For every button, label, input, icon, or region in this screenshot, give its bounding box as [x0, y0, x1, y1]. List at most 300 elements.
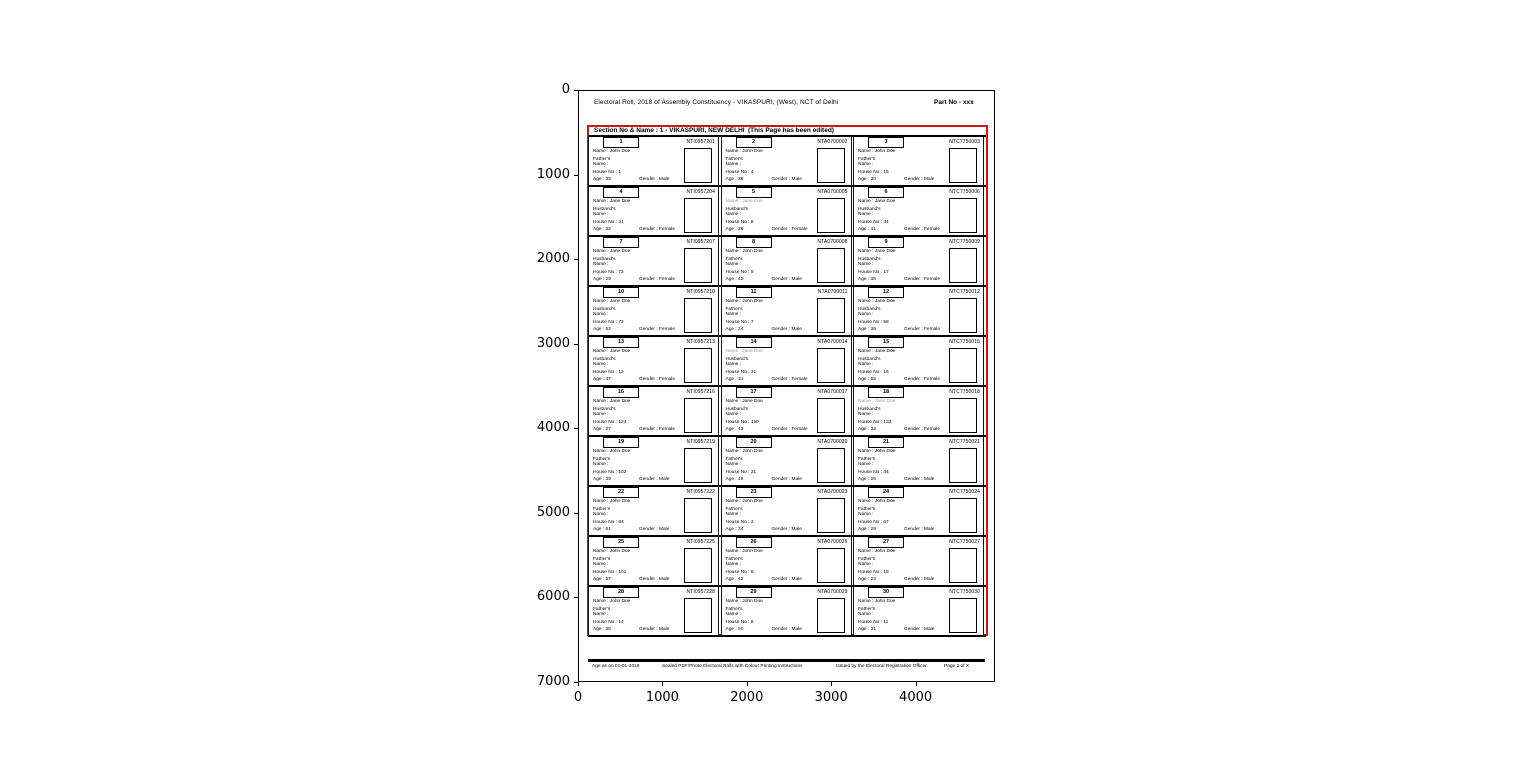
serial-number: 25: [603, 537, 639, 548]
gender-line: Gender : Female: [904, 427, 940, 432]
epic-number: NTC7750030: [949, 588, 980, 595]
gender-line: Gender : Female: [639, 227, 675, 232]
relation-line-1: Father's: [593, 457, 611, 462]
gender-line: Gender : Female: [904, 277, 940, 282]
house-line: House No : 14: [593, 620, 624, 625]
relation-line-2: Name :: [858, 562, 874, 567]
voter-card: [588, 187, 719, 235]
gender-line: Gender : Male: [771, 477, 802, 482]
gender-line: Gender : Male: [771, 627, 802, 632]
gender-line: Gender : Male: [771, 527, 802, 532]
age-line: Age : 61: [593, 527, 611, 532]
voter-photo-box: [684, 548, 712, 583]
name-line: Name : John Doe: [725, 299, 763, 304]
relation-line-1: Father's: [858, 607, 876, 612]
gender-line: Gender : Male: [904, 527, 935, 532]
epic-number: NTC7750009: [949, 238, 980, 245]
footer-page-note: Page 2 of X: [944, 664, 970, 669]
roll-header: Electoral Roll, 2018 of Assembly Constituency - VIKASPURI, (West), NCT of Delhi: [594, 99, 839, 106]
relation-line-1: Husband's: [593, 307, 616, 312]
name-line: Name : Jane Doe: [858, 249, 896, 254]
name-line: Name : Jane Doe: [593, 349, 631, 354]
name-line: Name : Jane Doe: [593, 299, 631, 304]
relation-line-1: Husband's: [858, 407, 881, 412]
age-line: Age : 35: [593, 177, 611, 182]
voter-photo-box: [684, 448, 712, 483]
voter-photo-box: [817, 298, 845, 333]
relation-line-1: Father's: [725, 457, 743, 462]
y-tick-label: 5000: [536, 504, 570, 520]
epic-number: NTC7750006: [949, 188, 980, 195]
voter-card: [853, 137, 984, 185]
age-line: Age : 36: [593, 627, 611, 632]
epic-number: NTA0700029: [817, 588, 848, 595]
gender-line: Gender : Male: [771, 327, 802, 332]
serial-number: 30: [868, 587, 904, 598]
serial-number: 27: [868, 537, 904, 548]
gender-line: Gender : Female: [639, 427, 675, 432]
relation-line-2: Name :: [593, 162, 609, 167]
house-line: House No : 9: [725, 270, 754, 275]
x-tick-mark: [916, 682, 917, 686]
voter-photo-box: [817, 198, 845, 233]
epic-number: NTI0957216: [686, 388, 715, 395]
epic-number: NTA0700011: [817, 288, 848, 295]
relation-line-1: Husband's: [593, 207, 616, 212]
x-tick-label: 3000: [814, 690, 848, 705]
name-line: Name : John Doe: [725, 599, 763, 604]
relation-line-1: Father's: [725, 257, 743, 262]
house-line: House No : 31: [725, 370, 757, 375]
name-line: Name : Jane Doe: [593, 199, 631, 204]
voter-card: [721, 487, 852, 535]
card-row: [588, 435, 986, 485]
relation-line-1: Father's: [593, 607, 611, 612]
voter-photo-box: [817, 548, 845, 583]
relation-line-2: Name :: [725, 412, 741, 417]
relation-line-2: Name :: [593, 262, 609, 267]
x-tick-mark: [747, 682, 748, 686]
relation-line-2: Name :: [725, 512, 741, 517]
serial-number: 11: [736, 287, 772, 298]
name-line: Name : Jane Doe: [858, 349, 896, 354]
x-tick-mark: [831, 682, 832, 686]
house-line: House No : 6: [725, 620, 754, 625]
name-line: Name : John Doe: [593, 499, 631, 504]
relation-line-1: Father's: [725, 157, 743, 162]
age-line: Age : 38: [858, 277, 876, 282]
gender-line: Gender : Male: [771, 577, 802, 582]
age-line: Age : 31: [858, 627, 876, 632]
epic-number: NTA0700020: [817, 438, 848, 445]
name-line: Name : John Doe: [725, 249, 763, 254]
voter-photo-box: [949, 348, 977, 383]
house-line: House No : 72: [593, 270, 624, 275]
footer-age-note: Age as on 01-01-2018: [592, 664, 640, 669]
serial-number: 28: [603, 587, 639, 598]
serial-number: 13: [603, 337, 639, 348]
epic-number: NTC7750012: [949, 288, 980, 295]
serial-number: 26: [736, 537, 772, 548]
age-line: Age : 33: [858, 427, 876, 432]
name-line: Name : John Doe: [858, 499, 896, 504]
relation-line-1: Father's: [858, 157, 876, 162]
age-line: Age : 43: [725, 427, 744, 432]
relation-line-1: Father's: [593, 157, 611, 162]
gender-line: Gender : Male: [639, 577, 670, 582]
voter-card: [588, 137, 719, 185]
voter-photo-box: [684, 198, 712, 233]
gender-line: Gender : Male: [904, 577, 935, 582]
house-line: House No : 8: [725, 570, 754, 575]
serial-number: 2: [736, 137, 772, 148]
relation-line-1: Husband's: [858, 207, 881, 212]
serial-number: 18: [868, 387, 904, 398]
name-line: Name : Jane Doe: [593, 399, 631, 404]
voter-card: [721, 137, 852, 185]
age-line: Age : 29: [858, 527, 876, 532]
voter-card: [853, 337, 984, 385]
voter-card: [721, 537, 852, 585]
house-line: House No : 11: [858, 620, 889, 625]
age-line: Age : 24: [725, 327, 744, 332]
footer-rule: [588, 659, 985, 662]
x-tick-label: 2000: [730, 690, 764, 705]
relation-line-2: Name :: [593, 312, 609, 317]
voter-card: [588, 537, 719, 585]
y-tick-label: 3000: [536, 335, 570, 351]
y-tick-label: 4000: [536, 420, 570, 436]
section-name: Section No & Name : 1 - VIKASPURI, NEW DELHI: [594, 127, 745, 134]
relation-line-2: Name :: [593, 212, 609, 217]
relation-line-2: Name :: [858, 262, 874, 267]
name-line: Name : Jane Doe: [725, 199, 763, 204]
voter-card: [721, 237, 852, 285]
relation-line-1: Husband's: [858, 307, 881, 312]
house-line: House No : 21: [593, 220, 624, 225]
epic-number: NTA0700026: [817, 538, 848, 545]
serial-number: 21: [868, 437, 904, 448]
voter-photo-box: [684, 598, 712, 633]
relation-line-1: Husband's: [593, 407, 616, 412]
relation-line-1: Father's: [725, 607, 743, 612]
serial-number: 19: [603, 437, 639, 448]
serial-number: 16: [603, 387, 639, 398]
age-line: Age : 23: [858, 577, 876, 582]
name-line: Name : John Doe: [593, 149, 631, 154]
voter-card: [721, 287, 852, 335]
voter-card: [853, 187, 984, 235]
relation-line-1: Husband's: [725, 357, 749, 362]
age-line: Age : 28: [725, 177, 744, 182]
voter-photo-box: [684, 348, 712, 383]
relation-line-2: Name :: [858, 412, 874, 417]
voter-photo-box: [817, 248, 845, 283]
voter-card: [853, 537, 984, 585]
house-line: House No : 34: [858, 220, 889, 225]
serial-number: 20: [736, 437, 772, 448]
epic-number: NTI0957228: [686, 588, 715, 595]
voter-card: [588, 237, 719, 285]
age-line: Age : 55: [858, 377, 876, 382]
age-line: Age : 52: [593, 327, 611, 332]
relation-line-2: Name :: [725, 612, 741, 617]
voter-photo-box: [949, 548, 977, 583]
name-line: Name : Jane Doe: [858, 199, 896, 204]
gender-line: Gender : Male: [771, 177, 802, 182]
name-line: Name : John Doe: [725, 149, 763, 154]
relation-line-2: Name :: [593, 362, 609, 367]
age-line: Age : 32: [593, 227, 611, 232]
relation-line-1: Father's: [858, 557, 876, 562]
relation-line-2: Name :: [858, 612, 874, 617]
name-line: Name : Jane Doe: [593, 249, 631, 254]
part-number: Part No - xxx: [934, 99, 974, 106]
house-line: House No : 8: [725, 220, 754, 225]
relation-line-1: Husband's: [858, 357, 881, 362]
voter-photo-box: [684, 498, 712, 533]
house-line: House No : 44: [858, 470, 889, 475]
voter-card: [588, 387, 719, 435]
card-row: [588, 385, 986, 435]
voter-card: [853, 587, 984, 635]
house-line: House No : 15: [858, 170, 889, 175]
gender-line: Gender : Female: [639, 327, 675, 332]
gender-line: Gender : Female: [904, 227, 940, 232]
relation-line-1: Father's: [593, 507, 611, 512]
age-line: Age : 48: [725, 477, 744, 482]
gender-line: Gender : Female: [639, 377, 675, 382]
name-line: Name : John Doe: [858, 149, 896, 154]
voter-card: [721, 587, 852, 635]
relation-line-1: Husband's: [725, 407, 749, 412]
relation-line-2: Name :: [858, 462, 874, 467]
age-line: Age : 27: [593, 427, 611, 432]
house-line: House No : 12: [593, 370, 624, 375]
card-row: [588, 335, 986, 385]
card-row: [588, 135, 986, 185]
epic-number: NTA0700017: [817, 388, 848, 395]
voter-card: [721, 437, 852, 485]
voter-card: [588, 487, 719, 535]
gender-line: Gender : Female: [771, 427, 808, 432]
voter-card: [853, 387, 984, 435]
age-line: Age : 39: [593, 477, 611, 482]
relation-line-2: Name :: [725, 562, 741, 567]
x-tick-mark: [578, 682, 579, 686]
y-tick-label: 1000: [536, 166, 570, 182]
age-line: Age : 26: [858, 477, 876, 482]
voter-photo-box: [949, 398, 977, 433]
voter-card: [588, 587, 719, 635]
relation-line-2: Name :: [725, 262, 741, 267]
voter-photo-box: [684, 148, 712, 183]
voter-photo-box: [684, 248, 712, 283]
epic-number: NTI0957204: [686, 188, 715, 195]
relation-line-1: Husband's: [593, 257, 616, 262]
serial-number: 17: [736, 387, 772, 398]
relation-line-2: Name :: [858, 212, 874, 217]
name-line: Name : Jane Doe: [725, 399, 763, 404]
name-line: Name : John Doe: [725, 549, 763, 554]
serial-number: 14: [736, 337, 772, 348]
footer-roll-note: Sealed PDF/Photo Electoral Rolls with Colour Printing Instructions: [662, 664, 803, 669]
serial-number: 8: [736, 237, 772, 248]
relation-line-1: Father's: [725, 507, 743, 512]
epic-number: NTA0700014: [817, 338, 848, 345]
relation-line-2: Name :: [858, 512, 874, 517]
house-line: House No : 3: [725, 520, 754, 525]
epic-number: NTI0957207: [686, 238, 715, 245]
name-line: Name : John Doe: [725, 499, 763, 504]
relation-line-1: Husband's: [593, 357, 616, 362]
voter-photo-box: [949, 448, 977, 483]
house-line: House No : 67: [858, 520, 889, 525]
relation-line-2: Name :: [725, 462, 741, 467]
serial-number: 1: [603, 137, 639, 148]
serial-number: 22: [603, 487, 639, 498]
age-line: Age : 26: [725, 227, 744, 232]
x-tick-label: 1000: [645, 690, 679, 705]
name-line: Name : John Doe: [593, 599, 631, 604]
age-line: Age : 29: [593, 277, 611, 282]
house-line: House No : 132: [858, 420, 892, 425]
x-tick-mark: [662, 682, 663, 686]
card-row: [588, 585, 986, 637]
gender-line: Gender : Female: [639, 277, 675, 282]
age-line: Age : 47: [593, 377, 611, 382]
serial-number: 10: [603, 287, 639, 298]
epic-number: NTI0957222: [686, 488, 715, 495]
relation-line-2: Name :: [725, 312, 741, 317]
age-line: Age : 31: [725, 377, 744, 382]
relation-line-1: Father's: [593, 557, 611, 562]
house-line: House No : 58: [858, 320, 889, 325]
epic-number: NTC7750021: [949, 438, 980, 445]
gender-line: Gender : Male: [639, 177, 670, 182]
electoral-roll-page: [578, 90, 995, 682]
name-line: Name : John Doe: [593, 549, 631, 554]
epic-number: NTA0700008: [817, 238, 848, 245]
voter-photo-box: [949, 248, 977, 283]
card-row: [588, 235, 986, 285]
relation-line-2: Name :: [725, 362, 741, 367]
gender-line: Gender : Female: [904, 327, 940, 332]
card-row: [588, 285, 986, 335]
voter-card: [853, 437, 984, 485]
serial-number: 9: [868, 237, 904, 248]
age-line: Age : 30: [858, 177, 876, 182]
voter-card-grid: [588, 135, 986, 637]
epic-number: NTI0957210: [686, 288, 715, 295]
gender-line: Gender : Female: [771, 377, 808, 382]
age-line: Age : 50: [725, 627, 744, 632]
age-line: Age : 57: [593, 577, 611, 582]
age-line: Age : 45: [725, 277, 744, 282]
card-row: [588, 485, 986, 535]
voter-card: [853, 237, 984, 285]
epic-number: NTI0957225: [686, 538, 715, 545]
voter-card: [588, 287, 719, 335]
age-line: Age : 36: [858, 327, 876, 332]
name-line: Name : John Doe: [593, 449, 631, 454]
relation-line-2: Name :: [593, 512, 609, 517]
voter-photo-box: [949, 198, 977, 233]
voter-photo-box: [949, 498, 977, 533]
epic-number: NTA0700002: [817, 138, 848, 145]
age-line: Age : 42: [725, 577, 744, 582]
serial-number: 3: [868, 137, 904, 148]
card-row: [588, 535, 986, 585]
relation-line-2: Name :: [593, 412, 609, 417]
relation-line-2: Name :: [725, 162, 741, 167]
voter-photo-box: [949, 598, 977, 633]
voter-card: [853, 487, 984, 535]
epic-number: NTI0957219: [686, 438, 715, 445]
name-line: Name : John Doe: [858, 549, 896, 554]
house-line: House No : 1: [593, 170, 621, 175]
house-line: House No : 4: [725, 170, 754, 175]
gender-line: Gender : Male: [904, 477, 935, 482]
y-tick-label: 0: [561, 82, 570, 97]
relation-line-1: Father's: [725, 307, 743, 312]
house-line: House No : 18: [858, 570, 889, 575]
gender-line: Gender : Male: [904, 177, 935, 182]
page-edited-note: (This Page has been edited): [748, 127, 834, 134]
house-line: House No : 16: [858, 370, 889, 375]
y-tick-label: 2000: [536, 251, 570, 267]
house-line: House No : 21: [725, 470, 757, 475]
relation-line-2: Name :: [858, 362, 874, 367]
epic-number: NTI0957213: [686, 338, 715, 345]
name-line: Name : John Doe: [858, 599, 896, 604]
serial-number: 29: [736, 587, 772, 598]
house-line: House No : 72: [593, 320, 624, 325]
card-row: [588, 185, 986, 235]
serial-number: 12: [868, 287, 904, 298]
serial-number: 5: [736, 187, 772, 198]
gender-line: Gender : Male: [639, 527, 670, 532]
x-tick-label: 4000: [899, 690, 933, 705]
name-line: Name : John Doe: [725, 449, 763, 454]
epic-number: NTI0957201: [686, 138, 715, 145]
voter-photo-box: [949, 148, 977, 183]
y-tick-label: 7000: [536, 673, 570, 689]
voter-photo-box: [817, 598, 845, 633]
name-line: Name : Jane Doe: [858, 399, 896, 404]
footer-officer-note: Issued by the Electoral Registration Officer: [836, 664, 927, 669]
relation-line-2: Name :: [593, 612, 609, 617]
voter-photo-box: [684, 398, 712, 433]
epic-number: NTC7750003: [949, 138, 980, 145]
voter-card: [853, 287, 984, 335]
relation-line-1: Husband's: [725, 207, 749, 212]
gender-line: Gender : Male: [639, 627, 670, 632]
voter-photo-box: [817, 498, 845, 533]
house-line: House No : 124: [593, 420, 627, 425]
voter-photo-box: [817, 398, 845, 433]
relation-line-2: Name :: [593, 562, 609, 567]
voter-photo-box: [817, 148, 845, 183]
voter-photo-box: [817, 348, 845, 383]
voter-photo-box: [817, 448, 845, 483]
voter-photo-box: [684, 298, 712, 333]
gender-line: Gender : Male: [771, 277, 802, 282]
voter-photo-box: [949, 298, 977, 333]
house-line: House No : 17: [858, 270, 889, 275]
x-tick-label: 0: [573, 690, 583, 705]
serial-number: 24: [868, 487, 904, 498]
